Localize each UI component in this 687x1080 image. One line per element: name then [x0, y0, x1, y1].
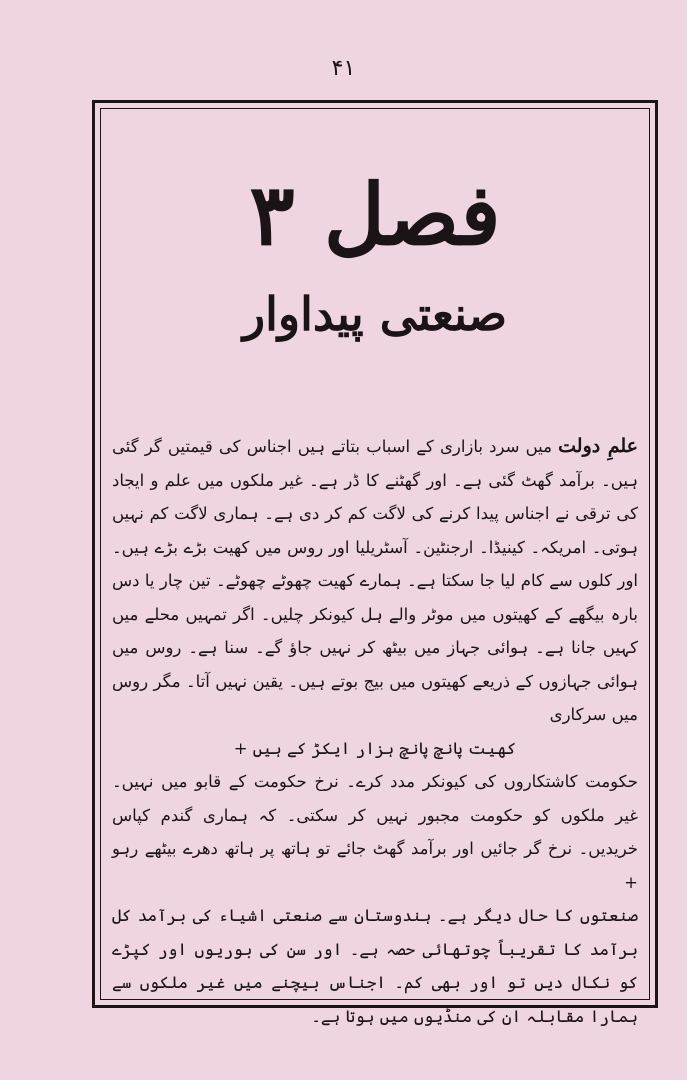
paragraph-2: حکومت کاشتکاروں کی کیونکر مدد کرے۔ نرخ حکومت کے قابو میں نہیں۔ غیر ملکوں کو حکومت مجبور نہیں کر سکتی۔ کہ ہماری گندم کپاس خریدیں۔ نرخ گر جائیں اور برآمد گھٹ جائے تو ہاتھ پر ہاتھ دھرے بیٹھے رہو + [112, 772, 638, 892]
page-number: ۴۱ [331, 56, 356, 81]
body-text [112, 430, 638, 1033]
paragraph-3: صنعتوں کا حال دیگر ہے۔ ہندوستان سے صنعتی اشیاء کی برآمد کل برآمد کا تقریباً چوتھائی حصہ ہے۔ اور سن کی بوریوں اور کپڑے کو نکال دیں تو اور بھی کم۔ اجناس بیچنے میں غیر ملکوں سے ہمارا مقابلہ ان کی منڈیوں میں ہوتا ہے۔ [112, 906, 638, 1026]
paragraph-1-last-line: کھیت پانچ پانچ ہزار ایکڑ کے ہیں + [233, 738, 517, 758]
heading-block [100, 160, 650, 354]
lead-word: علمِ دولت [558, 435, 639, 457]
section-title: صنعتی پیداوار [242, 287, 508, 341]
chapter-title: فصل ۳ [249, 165, 501, 264]
paragraph-1 [112, 430, 638, 732]
paragraph-1-text: میں سرد بازاری کے اسباب بتاتے ہیں اجناس کی قیمتیں گر گئی ہیں۔ برآمد گھٹ گئی ہے۔ اور گھٹنے کا ڈر ہے۔ غیر ملکوں میں علم و ایجاد کی ترقی نے اجناس پیدا کرنے کی لاگت کم کر دی ہے۔ ہماری لاگت کم نہیں ہوتی۔ امریکہ۔ کینیڈا۔ ارجنٹین۔ آسٹریلیا اور روس میں کھیت بڑے بڑے ہیں۔ اور کلوں سے کام لیا جا سکتا ہے۔ ہمارے کھیت چھوٹے چھوٹے۔ تین چار یا دس بارہ بیگھے کے کھیتوں میں موٹر والے ہل کیونکر چلیں۔ اگر تمہیں محلے میں کہیں جانا ہے۔ ہوائی جہاز میں بیٹھ کر نہیں جاؤ گے۔ سنا ہے۔ روس میں ہوائی جہازوں کے ذریعے کھیتوں میں بیج بوتے ہیں۔ یقین نہیں آتا۔ مگر روس میں سرکاری [112, 437, 638, 724]
